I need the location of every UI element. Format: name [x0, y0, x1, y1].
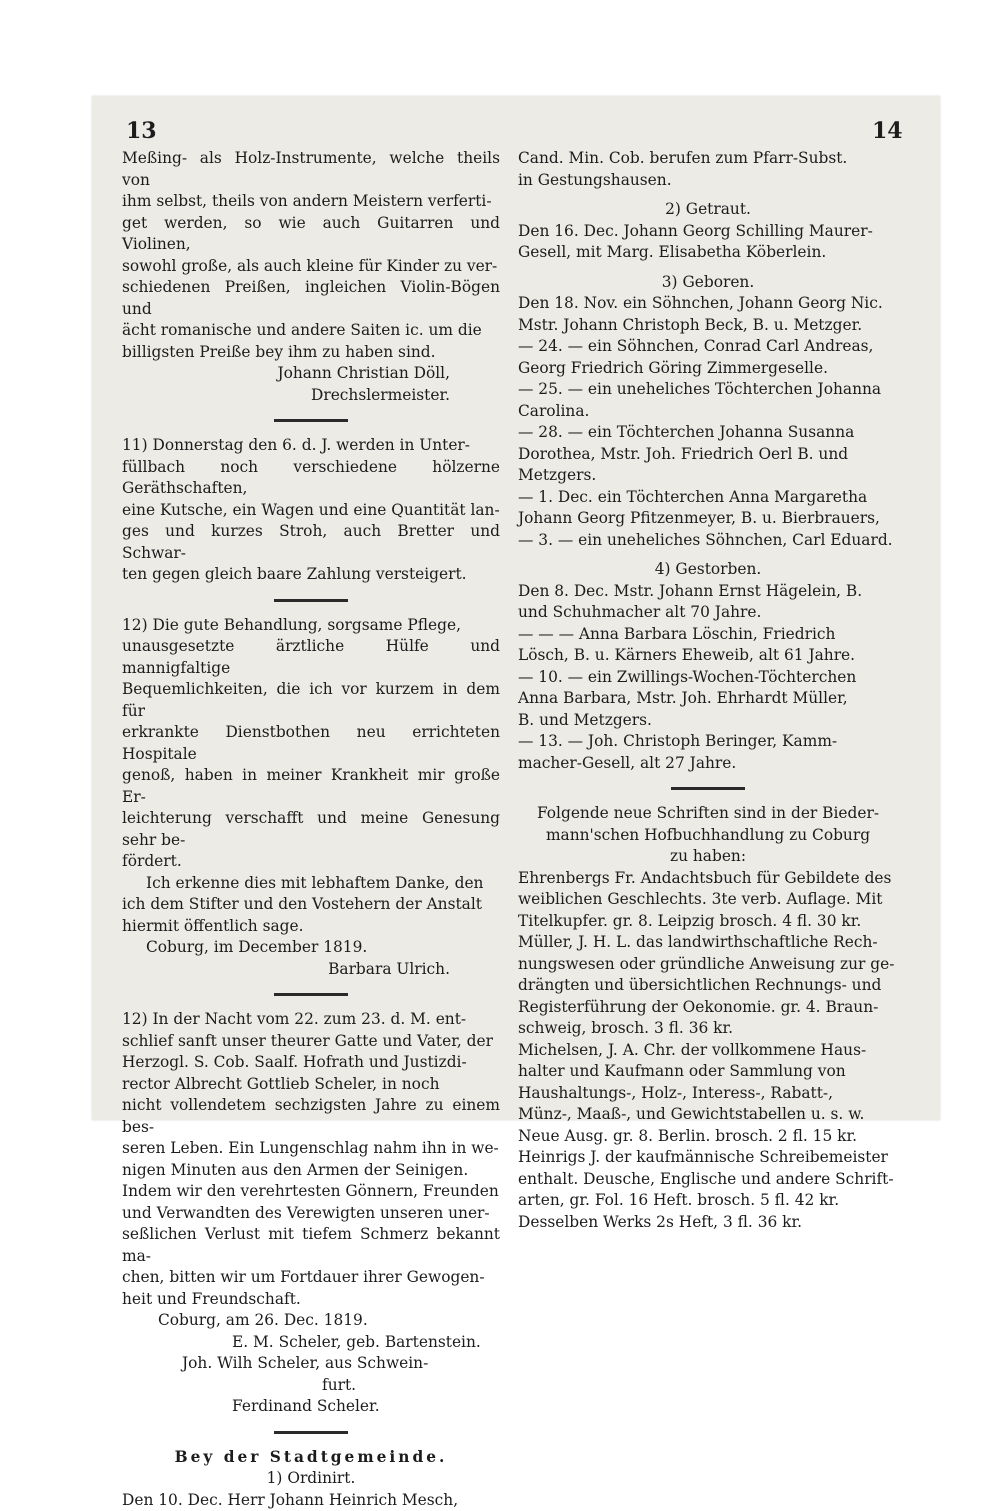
text-line: 12) In der Nacht vom 22. zum 23. d. M. ent-	[122, 1009, 500, 1031]
signature-line: Joh. Wilh Scheler, aus Schwein-	[122, 1353, 500, 1375]
text-line: Titelkupfer. gr. 8. Leipzig brosch. 4 fl. 30 kr.	[518, 911, 898, 933]
subsection-heading: 3) Geboren.	[518, 272, 898, 294]
text-line: fördert.	[122, 851, 500, 873]
signature-line: Ferdinand Scheler.	[122, 1396, 500, 1418]
text-line: — 10. — ein Zwillings-Wochen-Töchterchen	[518, 667, 898, 689]
place-date: Coburg, am 26. Dec. 1819.	[122, 1310, 500, 1332]
auction-notice	[122, 435, 500, 586]
text-line: hiermit öffentlich sage.	[122, 916, 500, 938]
text-line: Metzgers.	[518, 465, 898, 487]
right-column	[518, 148, 898, 1233]
text-line: Gesell, mit Marg. Elisabetha Köberlein.	[518, 242, 898, 264]
married-list	[518, 221, 898, 264]
text-line: 11) Donnerstag den 6. d. J. werden in Unter-	[122, 435, 500, 457]
text-line: heit und Freundschaft.	[122, 1289, 500, 1311]
text-line: drängten und übersichtlichen Rechnungs- und	[518, 975, 898, 997]
text-line: — 25. — ein uneheliches Töchterchen Johanna	[518, 379, 898, 401]
death-notice	[122, 1009, 500, 1418]
signature-title: Drechslermeister.	[122, 385, 500, 407]
text-line: schlief sanft unser theurer Gatte und Vater, der	[122, 1031, 500, 1053]
text-line: rector Albrecht Gottlieb Scheler, in noch	[122, 1074, 500, 1096]
text-line: erkrankte Dienstbothen neu errichteten Hospitale	[122, 722, 500, 765]
section-divider	[274, 1431, 348, 1434]
text-line: — 1. Dec. ein Töchterchen Anna Margaretha	[518, 487, 898, 509]
text-line: 12) Die gute Behandlung, sorgsame Pflege,	[122, 615, 500, 637]
text-line: mann'schen Hofbuchhandlung zu Coburg	[518, 825, 898, 847]
text-line: — 24. — ein Söhnchen, Conrad Carl Andreas,	[518, 336, 898, 358]
text-line: ges und kurzes Stroh, auch Bretter und Schwar-	[122, 521, 500, 564]
text-line: unausgesetzte ärztliche Hülfe und mannigfaltige	[122, 636, 500, 679]
text-line: B. und Metzgers.	[518, 710, 898, 732]
text-line: Den 16. Dec. Johann Georg Schilling Maurer-	[518, 221, 898, 243]
text-line: Folgende neue Schriften sind in der Bieder-	[518, 803, 898, 825]
text-line: schweig, brosch. 3 fl. 36 kr.	[518, 1018, 898, 1040]
text-line: Johann Georg Pfitzenmeyer, B. u. Bierbrauers,	[518, 508, 898, 530]
text-line: Den 8. Dec. Mstr. Johann Ernst Hägelein, B.	[518, 581, 898, 603]
text-line: füllbach noch verschiedene hölzerne Geräthschaften,	[122, 457, 500, 500]
hospital-thanks-notice	[122, 615, 500, 981]
section-divider	[274, 419, 348, 422]
signature-line: E. M. Scheler, geb. Bartenstein.	[122, 1332, 500, 1354]
text-line: halter und Kaufmann oder Sammlung von	[518, 1061, 898, 1083]
text-line: billigsten Preiße bey ihm zu haben sind.	[122, 342, 500, 364]
text-line: get werden, so wie auch Guitarren und Violinen,	[122, 213, 500, 256]
text-line: leichterung verschafft und meine Genesung sehr be-	[122, 808, 500, 851]
text-line: Indem wir den verehrtesten Gönnern, Freunden	[122, 1181, 500, 1203]
subsection-heading: 2) Getraut.	[518, 199, 898, 221]
text-line: macher-Gesell, alt 27 Jahre.	[518, 753, 898, 775]
text-line: Neue Ausg. gr. 8. Berlin. brosch. 2 fl. 15 kr.	[518, 1126, 898, 1148]
text-line: — 13. — Joh. Christoph Beringer, Kamm-	[518, 731, 898, 753]
signature-line: furt.	[122, 1375, 500, 1397]
book-advertisement	[518, 803, 898, 1233]
text-line: ihm selbst, theils von andern Meistern verferti-	[122, 191, 500, 213]
section-divider	[274, 599, 348, 602]
text-line: Bequemlichkeiten, die ich vor kurzem in dem für	[122, 679, 500, 722]
text-line: Cand. Min. Cob. berufen zum Pfarr-Subst.	[518, 148, 898, 170]
text-line: Registerführung der Oekonomie. gr. 4. Braun-	[518, 997, 898, 1019]
text-line: und Verwandten des Verewigten unseren uner-	[122, 1203, 500, 1225]
left-column	[122, 148, 500, 1511]
text-line: Münz-, Maaß-, und Gewichtstabellen u. s. w.	[518, 1104, 898, 1126]
place-date: Coburg, im December 1819.	[122, 937, 500, 959]
text-line: Heinrigs J. der kaufmännische Schreibemeister	[518, 1147, 898, 1169]
subsection-heading: 4) Gestorben.	[518, 559, 898, 581]
text-line: — 3. — ein uneheliches Söhnchen, Carl Eduard.	[518, 530, 898, 552]
text-line: Ich erkenne dies mit lebhaftem Danke, den	[122, 873, 500, 895]
instrument-advertisement	[122, 148, 500, 406]
section-divider	[671, 787, 745, 790]
text-line: Georg Friedrich Göring Zimmergeselle.	[518, 358, 898, 380]
text-line: genoß, haben in meiner Krankheit mir große Er-	[122, 765, 500, 808]
page-number-right: 14	[872, 118, 903, 144]
text-line: Lösch, B. u. Kärners Eheweib, alt 61 Jahre.	[518, 645, 898, 667]
text-line: Michelsen, J. A. Chr. der vollkommene Haus-	[518, 1040, 898, 1062]
text-line: sowohl große, als auch kleine für Kinder zu ver-	[122, 256, 500, 278]
text-line: seren Leben. Ein Lungenschlag nahm ihn in we-	[122, 1138, 500, 1160]
text-line: Den 18. Nov. ein Söhnchen, Johann Georg Nic.	[518, 293, 898, 315]
text-line: Meßing- als Holz-Instrumente, welche theils von	[122, 148, 500, 191]
subsection-heading: 1) Ordinirt.	[122, 1468, 500, 1490]
text-line: nigen Minuten aus den Armen der Seinigen.	[122, 1160, 500, 1182]
text-line: ächt romanische und andere Saiten ic. um die	[122, 320, 500, 342]
text-line: Haushaltungs-, Holz-, Interess-, Rabatt-,	[518, 1083, 898, 1105]
text-line: arten, gr. Fol. 16 Heft. brosch. 5 fl. 42 kr.	[518, 1190, 898, 1212]
text-line: — 28. — ein Töchterchen Johanna Susanna	[518, 422, 898, 444]
text-line: zu haben:	[518, 846, 898, 868]
text-line: Anna Barbara, Mstr. Joh. Ehrhardt Müller,	[518, 688, 898, 710]
text-line: Dorothea, Mstr. Joh. Friedrich Oerl B. und	[518, 444, 898, 466]
text-line: chen, bitten wir um Fortdauer ihrer Gewogen-	[122, 1267, 500, 1289]
parish-register	[122, 1447, 500, 1511]
text-line: nungswesen oder gründliche Anweisung zur ge-	[518, 954, 898, 976]
text-line: Mstr. Johann Christoph Beck, B. u. Metzger.	[518, 315, 898, 337]
text-line: — — — Anna Barbara Löschin, Friedrich	[518, 624, 898, 646]
born-list	[518, 293, 898, 551]
text-line: und Schuhmacher alt 70 Jahre.	[518, 602, 898, 624]
ordination-continued	[518, 148, 898, 191]
text-line: Ehrenbergs Fr. Andachtsbuch für Gebildete des	[518, 868, 898, 890]
signature-name: Barbara Ulrich.	[122, 959, 500, 981]
text-line: enthalt. Deusche, Englische und andere Schrift-	[518, 1169, 898, 1191]
section-heading: Bey der Stadtgemeinde.	[122, 1447, 500, 1469]
died-list	[518, 581, 898, 775]
text-line: Herzogl. S. Cob. Saalf. Hofrath und Justizdi-	[122, 1052, 500, 1074]
text-line: Den 10. Dec. Herr Johann Heinrich Mesch,	[122, 1490, 500, 1511]
text-line: Desselben Werks 2s Heft, 3 fl. 36 kr.	[518, 1212, 898, 1234]
text-line: nicht vollendetem sechzigsten Jahre zu einem bes-	[122, 1095, 500, 1138]
signature-name: Johann Christian Döll,	[122, 363, 500, 385]
text-line: Müller, J. H. L. das landwirthschaftliche Rech-	[518, 932, 898, 954]
text-line: ten gegen gleich baare Zahlung versteigert.	[122, 564, 500, 586]
text-line: ich dem Stifter und den Vostehern der Anstalt	[122, 894, 500, 916]
page-number-left: 13	[126, 118, 157, 144]
text-line: Carolina.	[518, 401, 898, 423]
text-line: weiblichen Geschlechts. 3te verb. Auflage. Mit	[518, 889, 898, 911]
section-divider	[274, 993, 348, 996]
text-line: in Gestungshausen.	[518, 170, 898, 192]
text-line: schiedenen Preißen, ingleichen Violin-Bögen und	[122, 277, 500, 320]
text-line: seßlichen Verlust mit tiefem Schmerz bekannt ma-	[122, 1224, 500, 1267]
text-line: eine Kutsche, ein Wagen und eine Quantität lan-	[122, 500, 500, 522]
